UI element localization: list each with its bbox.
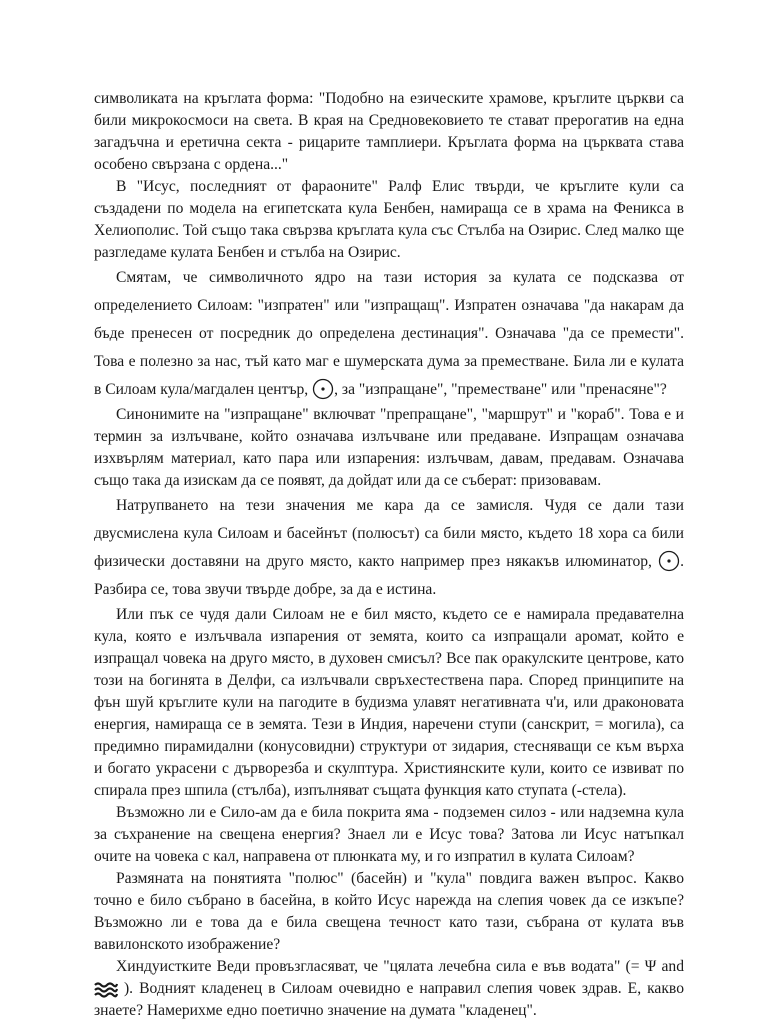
paragraph-9 [94,956,684,1022]
paragraph-text: Размяната на понятията "полюс" (басейн) и "кула" повдига важен въпрос. Какво точно е било събрано в басейна, в който Исус нарежда на слепия човек да се изкъпе? Възможно ли е това да е била свещена течност като тази, събрана от кулата във вавилонското изображение? [94,870,684,953]
paragraph-text: Възможно ли е Сило-ам да е била покрита яма - подземен силоз - или надземна кула за съхранение на свещена енергия? Знаел ли е Исус това? Затова ли Исус натъпкал очите на човека с кал, направена от плюнката му, и го изпратил в кулата Силоам? [94,804,684,865]
paragraph-3 [94,264,684,404]
paragraph-text: В "Исус, последният от фараоните" Ралф Елис твърди, че кръглите кули са създадени по модела на египетската кула Бенбен, намираща се в храма на Феникса в Хелиополис. Той също така свързва кръглата кула със Стълба на Озирис. След малко ще разгледаме кулата Бенбен и стълба на Озирис. [94,178,684,261]
water-waves-icon [94,981,118,999]
paragraph-8 [94,868,684,956]
paragraph-6 [94,604,684,802]
paragraph-text: . Разбира се, това звучи твърде добре, за да е истина. [94,553,684,598]
paragraph-text: ). Водният кладенец в Силоам очевидно е направил слепия човек здрав. Е, какво знаете? Намерихме едно поетично значение на думата "кладенец". [94,980,684,1019]
paragraph-1 [94,88,684,176]
paragraph-5 [94,492,684,604]
paragraph-text: Хиндуистките Веди провъзгласяват, че "цялата лечебна сила е във водата" (= [116,958,645,975]
trident-symbol: Ψ [644,958,657,975]
paragraph-4 [94,404,684,492]
paragraph-text: , за "изпращане", "преместване" или "пренасяне"? [334,381,667,398]
paragraph-text: Смятам, че символичното ядро на тази история за кулата се подсказва от определението Силоам: "изпратен" или "изпращащ". Изпратен означава "да накарам да бъде пренесен от посредник до определена дестинация". Означава "да се премести". Това е полезно за нас, тъй като маг е шумерската дума за преместване. Била ли е кулата в Силоам кула/магдален център, [94,269,684,398]
paragraph-text: and [656,958,684,975]
paragraph-text: Или пък се чудя дали Силоам не е бил място, където се е намирала предавателна кула, която е излъчвала изпарения от земята, които са изпращали аромат, който е изпращал човека на друго място, в духовен смисъл? Все пак оракулските центрове, като този на богинята в Делфи, са излъчвали свръхестествена пара. Според принципите на фън шуй кръглите кули на пагодите в будизма улавят негативната ч'и, или драконовата енергия, намираща се в земята. Тези в Индия, наречени ступи (санскрит, = могила), са предимно пирамидални (конусовидни) структури от зидария, стесняващи се към върха и богато украсени с дърворезба и скулптура. Християнските кули, които се извиват по спирала през шпила (стълба), изпълняват същата функция като ступата (-стела). [94,606,684,799]
paragraph-text: Натрупването на тези значения ме кара да се замисля. Чудя се дали тази двусмислена кула Силоам и басейнът (полюсът) са били място, където 18 хора са били физически доставяни на друго място, както например през някакъв илюминатор, [94,497,684,570]
paragraph-2 [94,176,684,264]
circle-dot-icon [658,550,680,572]
paragraph-text: символиката на кръглата форма: "Подобно на езическите храмове, кръглите църкви са били микрокосмоси на света. В края на Средновековието те стават прерогатив на една загадъчна и еретична секта - рицарите тамплиери. Кръглата форма на църквата става особено свързана с ордена..." [94,90,684,173]
paragraph-text: Синонимите на "изпращане" включват "препращане", "маршрут" и "кораб". Това е и термин за излъчване, който означава излъчване или предаване. Изпращам означава изхвърлям материал, като пара или изпарения: излъчвам, давам, предавам. Означава също така да изискам да се появят, да дойдат или да се съберат: призовавам. [94,406,684,489]
circle-dot-icon [312,378,334,400]
document-page [94,88,684,1022]
paragraph-7 [94,802,684,868]
